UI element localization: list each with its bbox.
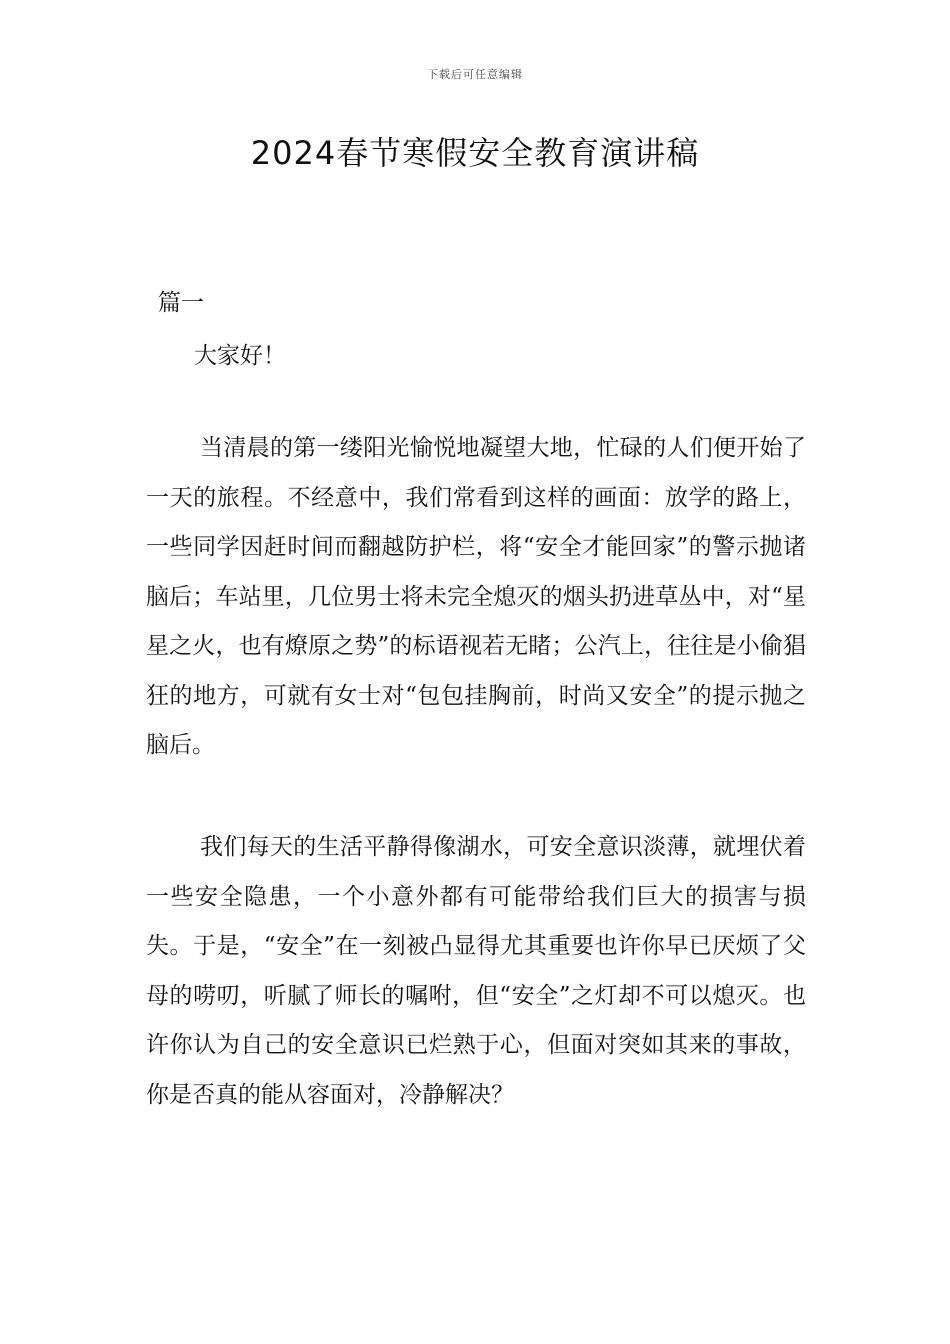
body-paragraph-1: 当清晨的第一缕阳光愉悦地凝望大地，忙碌的人们便开始了一天的旅程。不经意中，我们常看到这样的画面：放学的路上，一些同学因赶时间而翻越防护栏，将“安全才能回家”的警示抛诸脑后；车站里，几位男士将未完全熄灭的烟头扔进草丛中，对“星星之火，也有燎原之势”的标语视若无睹；公汽上，往往是小偷猖狂的地方，可就有女士对“包包挂胸前，时尚又安全”的提示抛之脑后。 bbox=[146, 435, 806, 758]
header-note: 下载后可任意编辑 bbox=[427, 68, 523, 81]
section-label: 篇一 bbox=[158, 290, 204, 316]
document-title: 2024春节寒假安全教育演讲稿 bbox=[250, 134, 700, 172]
body-paragraph-2: 我们每天的生活平静得像湖水，可安全意识淡薄，就埋伏着一些安全隐患，一个小意外都有可能带给我们巨大的损害与损失。于是，“安全”在一刻被凸显得尤其重要也许你早已厌烦了父母的唠叨，听腻了师长的嘱咐，但“安全”之灯却不可以熄灭。也许你认为自己的安全意识已烂熟于心，但面对突如其来的事故，你是否真的能从容面对，冷静解决？ bbox=[146, 834, 806, 1108]
greeting-line: 大家好！ bbox=[194, 343, 286, 369]
